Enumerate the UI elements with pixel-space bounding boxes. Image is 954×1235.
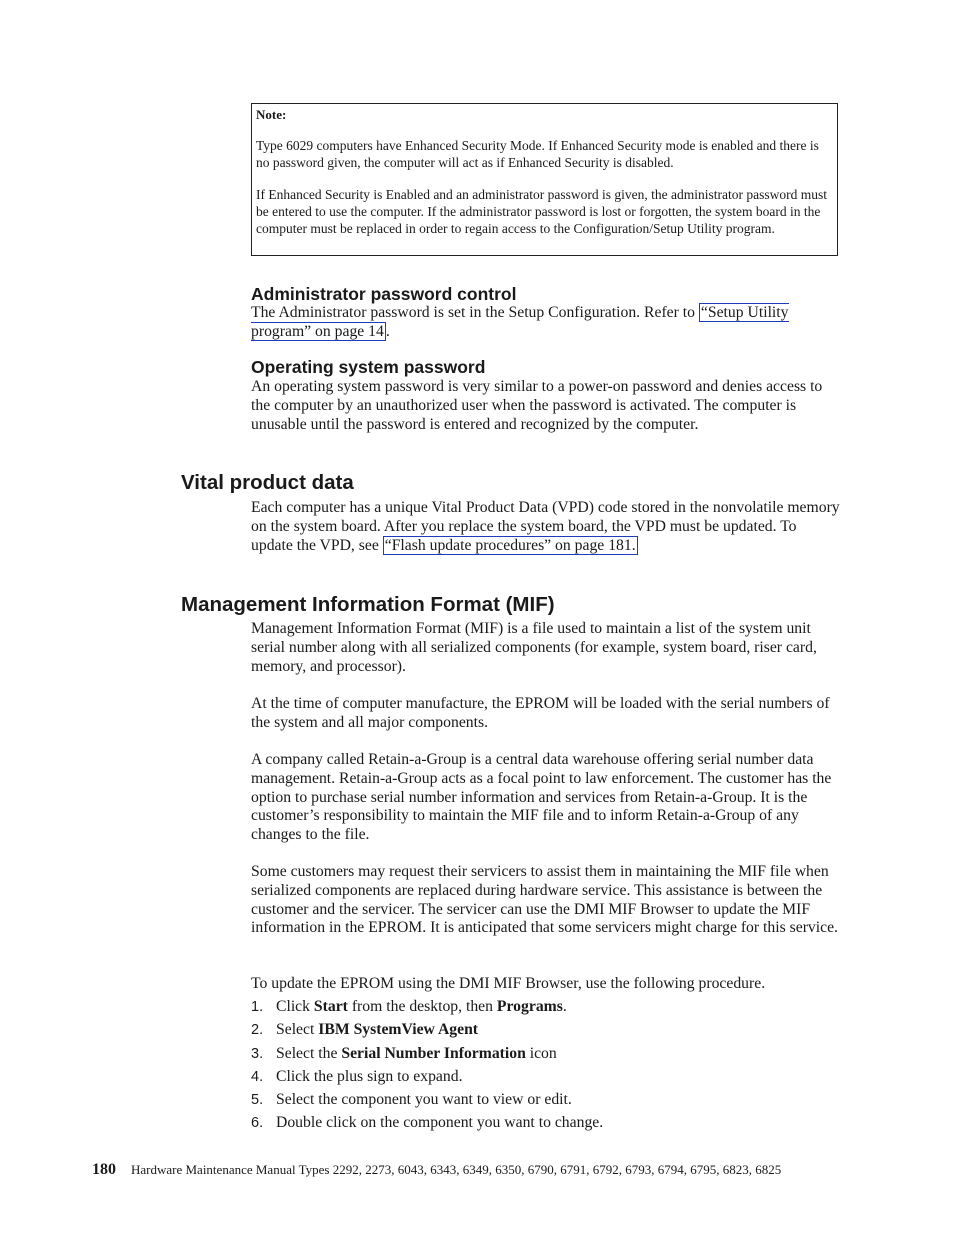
page-footer [92,1160,781,1180]
mif-paragraph: Some customers may request their servicers to assist them in maintaining the MIF file when serialized components are replaced during hardware service. This assistance is between the customer and the servicer. The servicer can use the DMI MIF Browser to update the MIF information in the EPROM. It is anticipated that some servicers might charge for this service. [251,863,838,937]
vpd-text [251,499,841,555]
mif-paragraph: At the time of computer manufacture, the EPROM will be loaded with the serial numbers of the system and all major components. [251,695,830,731]
step-bold: Serial Number Information [341,1044,526,1062]
setup-utility-link[interactable]: “Setup Utility program” on page 14 [251,304,789,340]
step-text: Select the component you want to view or edit. [276,1091,572,1109]
page-number: 180 [92,1161,116,1178]
step-number: 2. [251,1022,264,1039]
list-item [251,1067,841,1090]
list-item [251,1090,841,1113]
step-number: 5. [251,1092,264,1109]
os-password-text: An operating system password is very similar to a power-on password and denies access to the computer by an unauthorized user when the password is activated. The computer is unusable until the password is entered and recognized by the computer. [251,378,823,433]
vpd-text-before: Each computer has a unique Vital Product Data (VPD) code stored in the nonvolatile memory on the system board. After you replace the system board, the VPD must be updated. To update the VPD, see [251,499,840,554]
step-text: Click [276,998,314,1015]
step-bold: Start [313,998,348,1015]
note-paragraph: Type 6029 computers have Enhanced Security Mode. If Enhanced Security mode is enabled and there is no password given, the computer will act as if Enhanced Security is disabled. [256,138,819,171]
step-bold: IBM SystemView Agent [318,1021,479,1039]
admin-text-after: . [385,322,390,340]
step-text: icon [525,1044,557,1062]
step-number: 3. [251,1045,264,1062]
step-text: Click the plus sign to expand. [276,1067,463,1085]
flash-update-link[interactable]: “Flash update procedures” on page 181. [384,536,636,554]
step-text: . [562,998,567,1015]
note-title: Note: [256,107,287,122]
mif-paragraph: To update the EPROM using the DMI MIF Browser, use the following procedure. [251,975,766,992]
step-text: from the desktop, then [347,998,497,1015]
list-item [251,1113,841,1136]
list-item [251,1020,841,1043]
list-item [251,1044,841,1067]
step-number: 6. [251,1115,264,1132]
mif-paragraph: Management Information Format (MIF) is a file used to maintain a list of the system unit serial number along with all serialized components (for example, system board, riser card, memory, and processor). [251,620,817,675]
note-paragraph: If Enhanced Security is Enabled and an administrator password is given, the administrator password must be entered to use the computer. If the administrator password is lost or forgotten, the system board in the computer must be replaced in order to regain access to the Configuration/Setup Utility program. [256,186,827,237]
step-text: Select the [276,1044,342,1062]
admin-password-heading: Administrator password control [251,284,517,304]
step-text: Select [276,1021,319,1039]
footer-text: Hardware Maintenance Manual Types 2292, 2273, 6043, 6343, 6349, 6350, 6790, 6791, 6792, 6793, 6794, 6795, 6823, 6825 [131,1162,782,1177]
mif-paragraph: A company called Retain-a-Group is a central data warehouse offering serial number data management. Retain-a-Group acts as a focal point to law enforcement. The customer has the option to purchase serial number information and services from Retain-a-Group. It is the customer’s responsibility to maintain the MIF file and to inform Retain-a-Group of any changes to the file. [251,751,832,844]
procedure-steps [251,997,841,1137]
list-item [251,997,841,1020]
step-text: Double click on the component you want to change. [276,1114,604,1132]
os-password-heading: Operating system password [251,357,486,377]
admin-text-before: The Administrator password is set in the Setup Configuration. Refer to [251,304,699,321]
step-number: 4. [251,1068,264,1085]
vpd-heading: Vital product data [181,471,354,494]
admin-password-text [251,304,841,342]
note-box [251,103,838,256]
step-bold: Programs [496,998,563,1015]
mif-heading: Management Information Format (MIF) [181,593,555,616]
step-number: 1. [251,999,264,1015]
